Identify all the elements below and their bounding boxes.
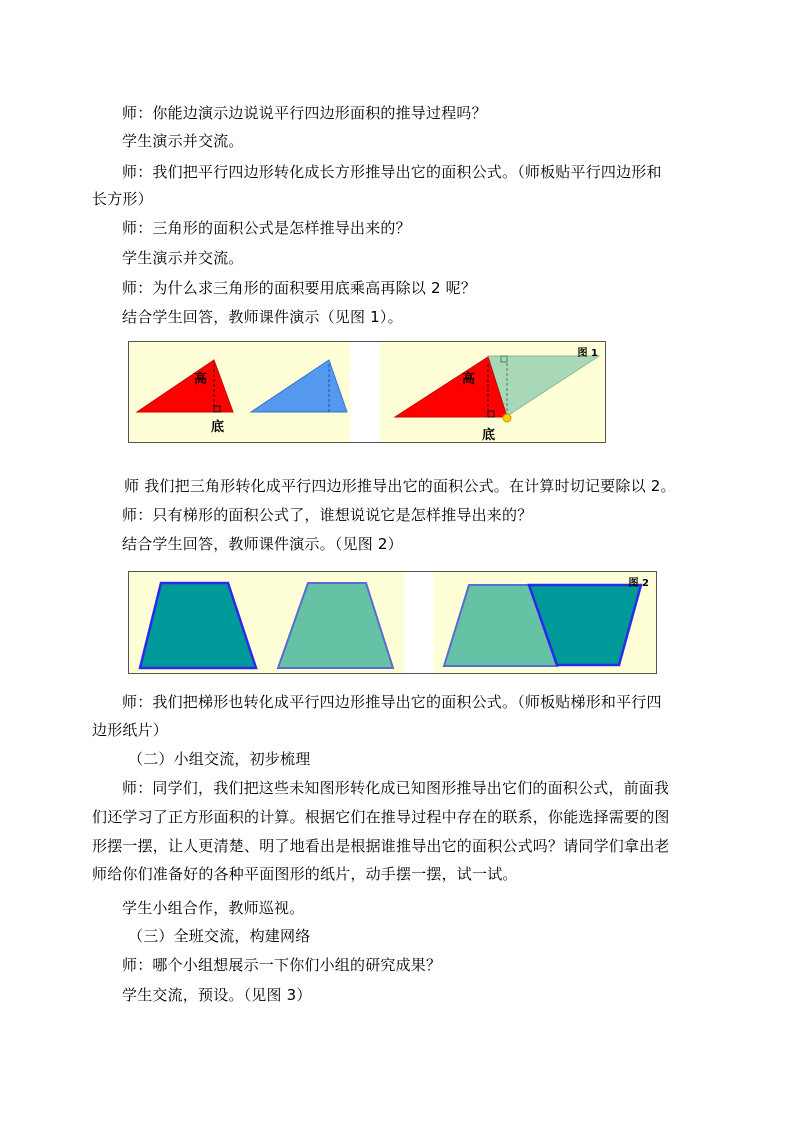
height-label-right: 高 xyxy=(462,372,476,387)
paragraph-8: 师 我们把三角形转化成平行四边形推导出它的面积公式。在计算时切记要除以 2。 xyxy=(124,477,676,495)
rotation-point xyxy=(503,414,511,422)
base-label-right: 底 xyxy=(482,428,496,443)
figure-2-trapezoid xyxy=(128,571,657,674)
base-label: 底 xyxy=(211,420,225,435)
paragraph-6: 师：为什么求三角形的面积要用底乘高再除以 2 呢？ xyxy=(122,279,477,297)
figure-2-label: 图 2 xyxy=(628,578,649,589)
paragraph-12-cont-2: 形摆一摆，让人更清楚、明了地看出是根据谁推导出它的面积公式吗？请同学们拿出老 xyxy=(92,837,670,855)
paragraph-15: 学生交流，预设。（见图 3） xyxy=(122,986,312,1004)
paragraph-1: 师：你能边演示边说说平行四边形面积的推导过程吗？ xyxy=(122,104,487,122)
figure-1-triangle xyxy=(128,341,606,443)
paragraph-9: 师：只有梯形的面积公式了，谁想说说它是怎样推导出来的？ xyxy=(122,506,533,524)
paragraph-11: 师：我们把梯形也转化成平行四边形推导出它的面积公式。（师板贴梯形和平行四 xyxy=(122,693,662,711)
red-triangle xyxy=(137,360,233,412)
paragraph-11-cont: 边形纸片） xyxy=(92,721,169,739)
section-heading-2: （二）小组交流，初步梳理 xyxy=(128,750,311,768)
paragraph-4: 师：三角形的面积公式是怎样推导出来的？ xyxy=(122,219,411,237)
red-triangle-right xyxy=(395,357,507,417)
light-trapezoid xyxy=(278,583,393,668)
section-heading-3: （三）全班交流，构建网络 xyxy=(128,927,311,945)
paragraph-14: 师：哪个小组想展示一下你们小组的研究成果？ xyxy=(122,956,442,974)
blue-triangle xyxy=(251,360,347,412)
figure-2-drawing xyxy=(129,572,656,673)
paragraph-12: 师：同学们，我们把这些未知图形转化成已知图形推导出它们的面积公式，前面我 xyxy=(122,779,670,797)
paragraph-5: 学生演示并交流。 xyxy=(122,249,244,267)
paragraph-3: 师：我们把平行四边形转化成长方形推导出它的面积公式。（师板贴平行四边形和 xyxy=(122,163,662,181)
figure-1-drawing xyxy=(129,342,605,442)
paragraph-10: 结合学生回答，教师课件演示。（见图 2） xyxy=(122,535,403,553)
paragraph-2: 学生演示并交流。 xyxy=(122,132,244,150)
paragraph-12-cont-3: 师给你们准备好的各种平面图形的纸片，动手摆一摆，试一试。 xyxy=(92,865,518,883)
paragraph-12-cont-1: 们还学习了正方形面积的计算。根据它们在推导过程中存在的联系，你能选择需要的图 xyxy=(92,808,670,826)
green-triangle-copy xyxy=(488,356,599,416)
paragraph-7: 结合学生回答，教师课件演示（见图 1）。 xyxy=(122,308,403,326)
figure-1-label: 图 1 xyxy=(577,348,598,359)
height-label: 高 xyxy=(194,372,208,387)
dark-trapezoid xyxy=(140,583,256,668)
paragraph-3-cont: 长方形） xyxy=(92,190,153,208)
paragraph-13: 学生小组合作，教师巡视。 xyxy=(122,899,305,917)
